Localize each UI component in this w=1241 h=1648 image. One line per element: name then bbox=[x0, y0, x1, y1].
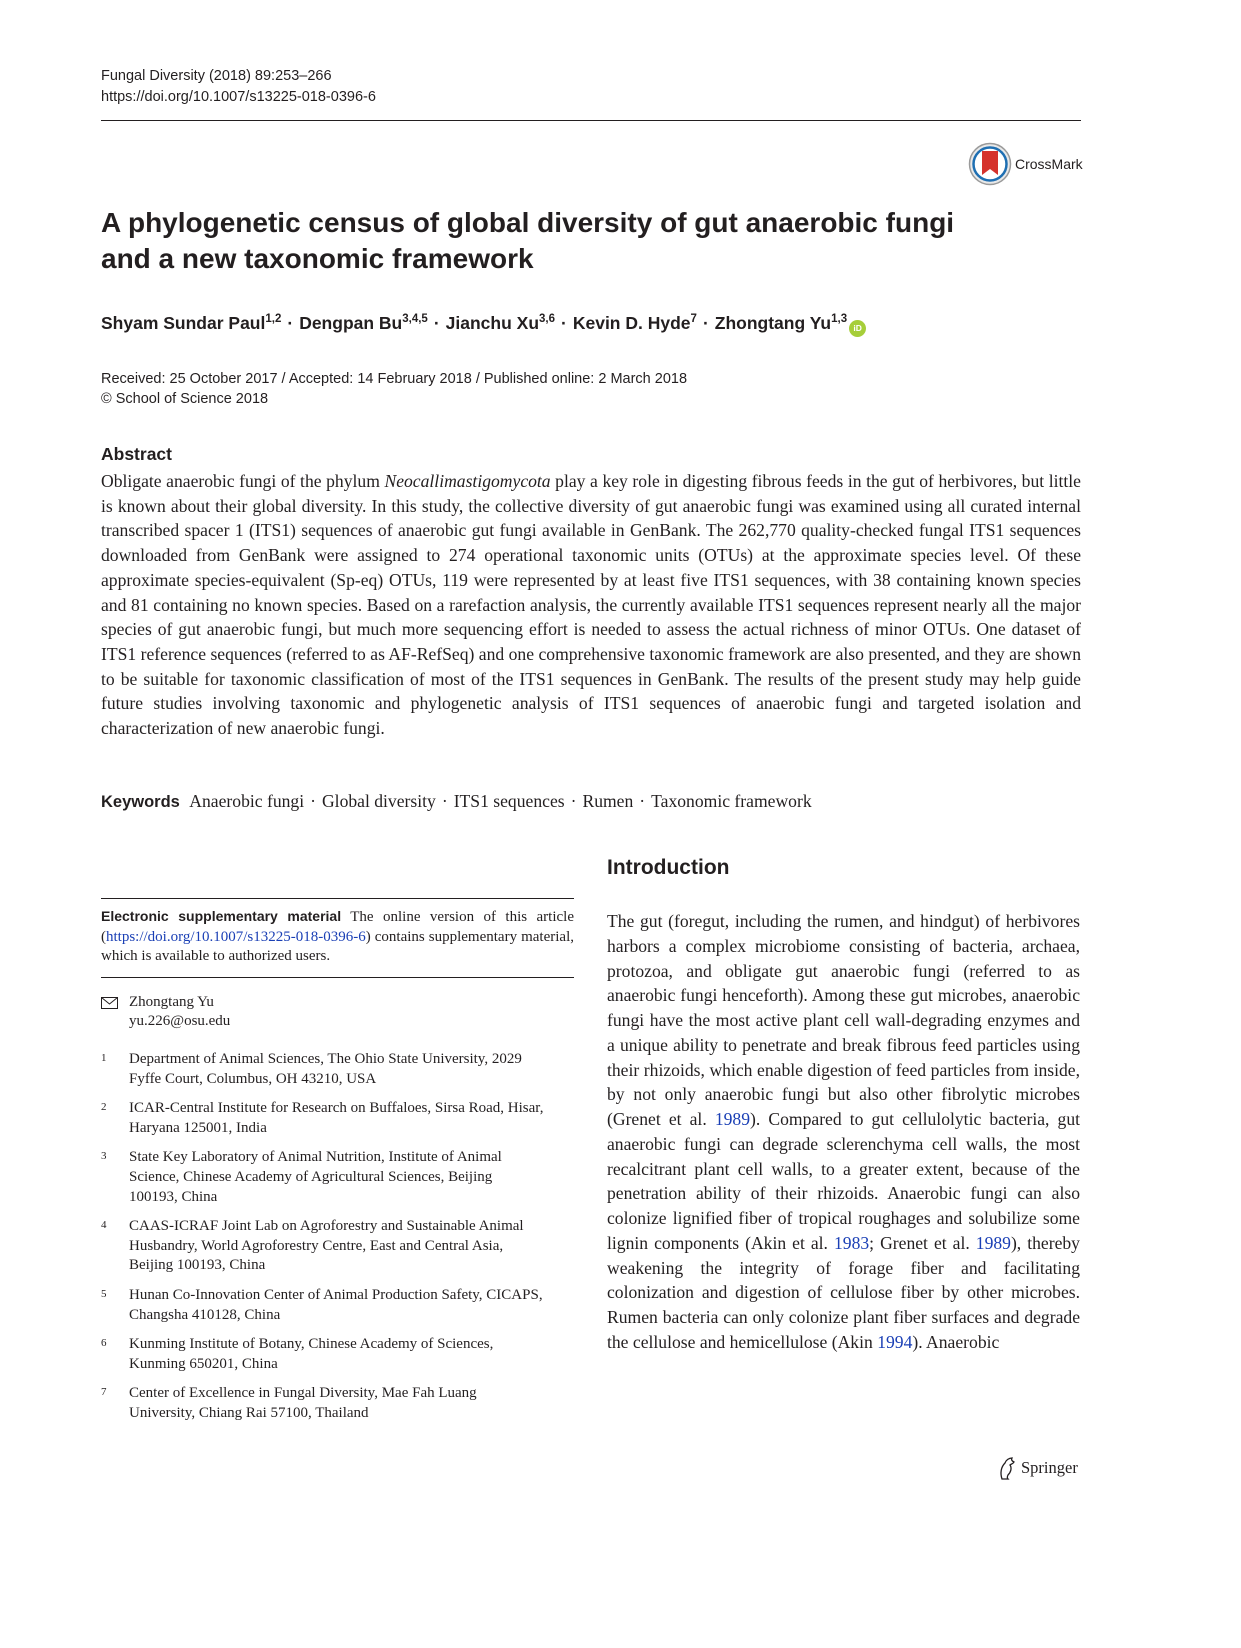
introduction-text: The gut (foregut, including the rumen, and hindgut) of herbivores harbors a complex microbiome consisting of bacteria, archaea, protozoa, and obligate gut anaerobic fungi (referred to as anaerobic fungi henceforth). Among these gut microbes, anaerobic fungi have the most active plant cell wall-degrading enzymes and a unique ability to penetrate and break fibrous feed particles using their rhizoids, which enable digestion of feed particles from inside, by not only anaerobic fungi but also other fibrolytic microbes (Grenet et al. 1989). Compared to gut cellulolytic bacteria, gut anaerobic fungi can degrade sclerenchyma cell walls, the most recalcitrant plant cell walls, to a greater extent, because of the penetration ability of their rhizoids. Anaerobic fungi can also colonize lignified fiber of tropical roughages and solubilize some lignin components (Akin et al. 1983; Grenet et al. 1989), thereby weakening the integrity of forage fiber and facilitating colonization and digestion of cellulose fiber by other microbes. Rumen bacteria can only colonize plant fiber surfaces and degrade the cellulose and hemicellulose (Akin 1994). Anaerobic bbox=[607, 911, 1081, 1352]
author[interactable]: Dengpan Bu$^{3,4,5}$ bbox=[299, 313, 428, 333]
keyword: Global diversity bbox=[321, 791, 436, 811]
article-doi[interactable]: https://doi.org/10.1007/s13225-018-0396-6 bbox=[101, 89, 376, 105]
keyword-separator: · bbox=[310, 791, 316, 811]
citation-link[interactable]: 1994 bbox=[877, 1331, 913, 1352]
keyword: Taxonomic framework bbox=[651, 791, 812, 811]
corresponding-author-name: Zhongtang Yu bbox=[129, 993, 214, 1010]
supplementary-link[interactable]: https://doi.org/10.1007/s13225-018-0396-6 bbox=[106, 928, 366, 945]
author-separator: · bbox=[561, 313, 567, 333]
author[interactable]: Zhongtang Yu$^{1,3}$ bbox=[714, 313, 848, 333]
phylum-name: Neocallimastigomycota bbox=[384, 471, 551, 491]
abstract-heading: Abstract bbox=[101, 444, 172, 464]
publication-dates bbox=[101, 369, 687, 409]
citation-link[interactable]: 1989 bbox=[975, 1232, 1011, 1253]
title-line-2: and a new taxonomic framework bbox=[101, 243, 534, 274]
author-separator: · bbox=[287, 313, 294, 333]
abstract-text: Obligate anaerobic fungi of the phylum Neocallimastigomycota play a key role in digesting fibrous feeds in the gut of herbivores, but little is known about their global diversity. In this study, the collective diversity of gut anaerobic fungi was examined using all curated internal transcribed spacer 1 (ITS1) sequences of anaerobic gut fungi available in GenBank. The 262,770 quality-checked fungal ITS1 sequences downloaded from GenBank were assigned to 274 operational taxonomic units (OTUs) at the approximate species level. Of these approximate species-equivalent (Sp-eq) OTUs, 119 were represented by at least five ITS1 sequences, with 38 containing known species and 81 containing no known species. Based on a rarefaction analysis, the currently available ITS1 sequences represent nearly all the major species of gut anaerobic fungi, but much more sequencing effort is needed to assess the actual richness of minor OTUs. One dataset of ITS1 reference sequences (referred to as AF-RefSeq) and one comprehensive taxonomic framework are also presented, and they are shown to be suitable for taxonomic classification of most of the ITS1 sequences in GenBank. The results of the present study may help guide future studies involving taxonomic and phylogenetic analysis of ITS1 sequences of anaerobic fungi and targeted isolation and characterization of new anaerobic fungi. bbox=[101, 471, 1081, 739]
article-title bbox=[101, 205, 981, 277]
author-separator: · bbox=[433, 313, 440, 333]
crossmark-label: CrossMark bbox=[1015, 156, 1083, 172]
publisher-name: Springer bbox=[1021, 1458, 1078, 1477]
keyword: ITS1 sequences bbox=[453, 791, 565, 811]
keyword-separator: · bbox=[570, 791, 577, 811]
supplementary-label: Electronic supplementary material bbox=[101, 908, 342, 924]
citation-link[interactable]: 1983 bbox=[833, 1232, 870, 1253]
publisher-logo bbox=[996, 1455, 1078, 1481]
keyword-separator: · bbox=[639, 791, 646, 811]
author[interactable]: Jianchu Xu$^{3,6}$ bbox=[445, 313, 556, 333]
journal-header bbox=[101, 66, 376, 108]
author[interactable]: Shyam Sundar Paul$^{1,2}$ bbox=[101, 313, 282, 333]
keyword-separator: · bbox=[441, 791, 448, 811]
crossmark-icon bbox=[968, 142, 1012, 186]
supplementary-note: Electronic supplementary material The online version of this article (https://doi.org/10.1007/s13225-018-0396-6) contains supplementary material, which is available to authorized users. bbox=[101, 908, 574, 965]
footnotes bbox=[101, 898, 574, 1423]
author[interactable]: Kevin D. Hyde$^7$ bbox=[572, 313, 697, 333]
affiliation: 4 CAAS-ICRAF Joint Lab on Agroforestry and Sustainable Animal Husbandry, World Agroforestry Centre, East and Central Asia, Beijing 100193, China bbox=[101, 1218, 524, 1274]
journal-citation: Fungal Diversity (2018) 89:253–266 bbox=[101, 68, 332, 84]
springer-horse-icon bbox=[996, 1455, 1018, 1481]
dates-line: Received: 25 October 2017 / Accepted: 14 February 2018 / Published online: 2 March 2018 bbox=[101, 371, 688, 387]
header-rule bbox=[101, 120, 1081, 121]
affiliation: 6 Kunming Institute of Botany, Chinese Academy of Sciences, Kunming 650201, China bbox=[101, 1336, 494, 1372]
corresponding-author bbox=[101, 993, 574, 1032]
affiliation: 2 ICAR-Central Institute for Research on Buffaloes, Sirsa Road, Hisar, Haryana 125001, India bbox=[101, 1100, 544, 1136]
orcid-icon[interactable]: iD bbox=[849, 320, 866, 337]
footnote-rule bbox=[101, 977, 574, 978]
copyright-line: © School of Science 2018 bbox=[101, 391, 269, 407]
introduction-heading: Introduction bbox=[607, 856, 730, 879]
footnote-rule bbox=[101, 898, 574, 899]
author-separator: · bbox=[702, 313, 709, 333]
affiliation: 1 Department of Animal Sciences, The Ohio State University, 2029 Fyffe Court, Columbus, OH 43210, USA bbox=[101, 1050, 522, 1087]
corresponding-author-email[interactable]: yu.226@osu.edu bbox=[129, 1013, 231, 1030]
envelope-icon bbox=[101, 993, 129, 1032]
crossmark-badge[interactable] bbox=[968, 140, 1083, 188]
affiliation: 7 Center of Excellence in Fungal Diversity, Mae Fah Luang University, Chiang Rai 57100, Thailand bbox=[101, 1385, 477, 1421]
keywords bbox=[101, 789, 1081, 814]
keyword: Anaerobic fungi bbox=[189, 791, 305, 811]
affiliation: 5 Hunan Co-Innovation Center of Animal Production Safety, CICAPS, Changsha 410128, China bbox=[101, 1286, 543, 1323]
author-list bbox=[101, 310, 1081, 337]
citation-link[interactable]: 1989 bbox=[714, 1109, 751, 1129]
title-line-1: A phylogenetic census of global diversity of gut anaerobic fungi bbox=[101, 207, 955, 238]
affiliation: 3 State Key Laboratory of Animal Nutrition, Institute of Animal Science, Chinese Academy of Agricultural Sciences, Beijing 100193, China bbox=[101, 1149, 502, 1205]
keyword: Rumen bbox=[582, 791, 634, 811]
keywords-label: Keywords bbox=[101, 793, 180, 811]
